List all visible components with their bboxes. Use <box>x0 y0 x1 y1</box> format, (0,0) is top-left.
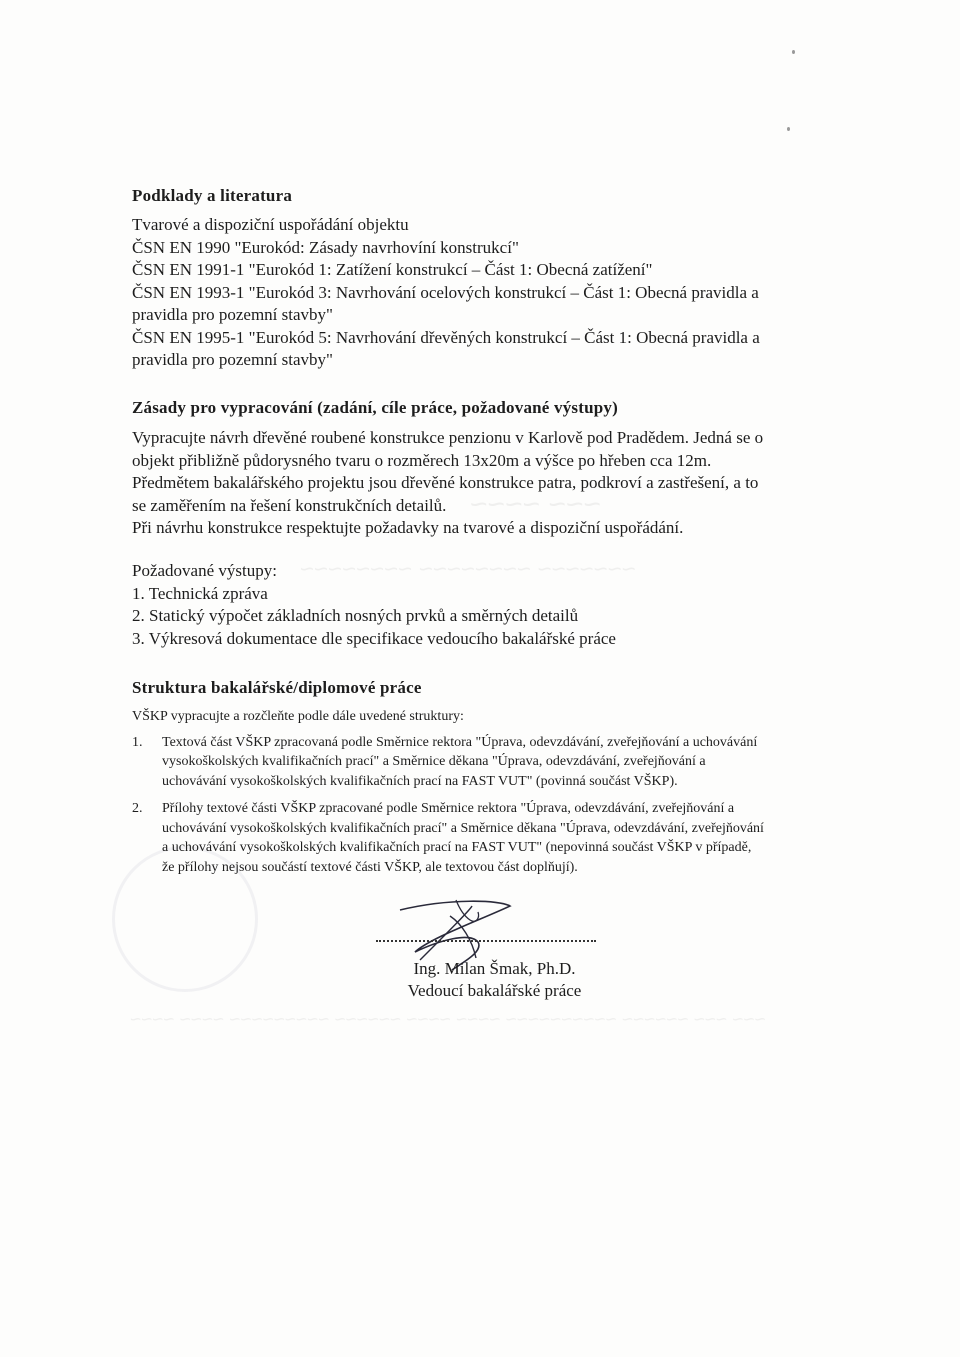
references-list <box>132 214 852 372</box>
bleed-through-text: ~~~~~~~ ~~~~~~~~ ~~~~~~~~ <box>300 556 636 583</box>
section-heading-zasady: Zásady pro vypracování (zadání, cíle práce, požadované výstupy) <box>132 398 618 417</box>
scan-speck <box>792 50 795 54</box>
bleed-through-text: ~~~ ~~~ ~~~~~~ ~~~~~~~~~~ ~~~~ ~~~~ ~~~~~~ ~~~~~~~~~ ~~~~ ~~~~ <box>130 1010 766 1031</box>
scan-speck <box>787 127 790 131</box>
reference-line: Tvarové a dispoziční uspořádání objektu <box>132 215 409 234</box>
structure-list <box>132 733 852 878</box>
signature-line <box>376 940 596 942</box>
section-heading-struktura: Struktura bakalářské/diplomové práce <box>132 678 422 697</box>
list-item-line: Textová část VŠKP zpracovaná podle Směrnice rektora "Úprava, odevzdávání, zveřejňování a uchovávání <box>162 734 758 750</box>
list-item-number: 2. <box>132 801 143 816</box>
outputs-label: Požadované výstupy: <box>132 561 277 580</box>
list-item-line: uchovávání vysokoškolských kvalifikačních prací na FAST VUT" (povinná součást VŠKP). <box>162 773 678 789</box>
list-item-line: že přílohy nejsou součástí textové části VŠKP, ale textovou část doplňují). <box>162 859 578 875</box>
reference-line: ČSN EN 1993-1 "Eurokód 3: Navrhování ocelových konstrukcí – Část 1: Obecná pravidla a <box>132 282 759 302</box>
structure-intro: VŠKP vypracujte a rozčleňte podle dále uvedené struktury: <box>132 709 464 724</box>
section-heading-podklady: Podklady a literatura <box>132 186 293 205</box>
output-item: 1. Technická zpráva <box>132 583 268 603</box>
assignment-line: Vypracujte návrh dřevěné roubené konstrukce penzionu v Karlově pod Pradědem. Jedná se o <box>132 428 764 447</box>
reference-line: ČSN EN 1995-1 "Eurokód 5: Navrhování dřevěných konstrukcí – Část 1: Obecná pravidla a <box>132 327 760 347</box>
assignment-line: se zaměřením na řešení konstrukčních detailů. <box>132 495 447 515</box>
list-item-number: 1. <box>132 734 143 750</box>
list-item-line: uchovávání vysokoškolských kvalifikačních prací" a Směrnice děkana "Úprava, odevzdávání, zveřejňování <box>162 820 764 836</box>
list-item <box>132 733 852 792</box>
signatory <box>332 958 657 1002</box>
assignment-line: Předmětem bakalářského projektu jsou dřevěné konstrukce patra, podkroví a zastřešení, a to <box>132 473 759 492</box>
assignment-text <box>132 427 852 540</box>
structure-block <box>132 707 852 885</box>
bleed-through-text: ~~~ ~~~~ <box>470 488 601 521</box>
reference-line: pravidla pro pozemní stavby" <box>132 350 333 369</box>
assignment-line: Při návrhu konstrukce respektujte požadavky na tvarové a dispoziční uspořádání. <box>132 518 684 537</box>
reference-line: pravidla pro pozemní stavby" <box>132 305 333 324</box>
list-item-line: Přílohy textové části VŠKP zpracované podle Směrnice rektora "Úprava, odevzdávání, zveřejňování a <box>162 801 735 816</box>
reference-line: ČSN EN 1990 "Eurokód: Zásady navrhovíní konstrukcí" <box>132 237 519 257</box>
assignment-line: objekt přibližně půdorysného tvaru o rozměrech 13x20m a výšce po hřeben cca 12m. <box>132 450 712 470</box>
output-item: 3. Výkresová dokumentace dle specifikace vedoucího bakalářské práce <box>132 628 616 648</box>
list-item <box>132 799 852 877</box>
reference-line: ČSN EN 1991-1 "Eurokód 1: Zatížení konstrukcí – Část 1: Obecná zatížení" <box>132 260 653 279</box>
output-item: 2. Statický výpočet základních nosných prvků a směrných detailů <box>132 606 579 625</box>
signatory-role: Vedoucí bakalářské práce <box>407 981 582 1000</box>
list-item-line: vysokoškolských kvalifikačních prací" a Směrnice děkana "Úprava, odevzdávání, zveřejňování a <box>162 754 706 769</box>
list-item-line: a uchovávání vysokoškolských kvalifikačních prací na FAST VUT" (nepovinná součást VŠKP v případě, <box>162 840 752 855</box>
signatory-name: Ing. Milan Šmak, Ph.D. <box>413 959 576 978</box>
required-outputs <box>132 560 852 650</box>
